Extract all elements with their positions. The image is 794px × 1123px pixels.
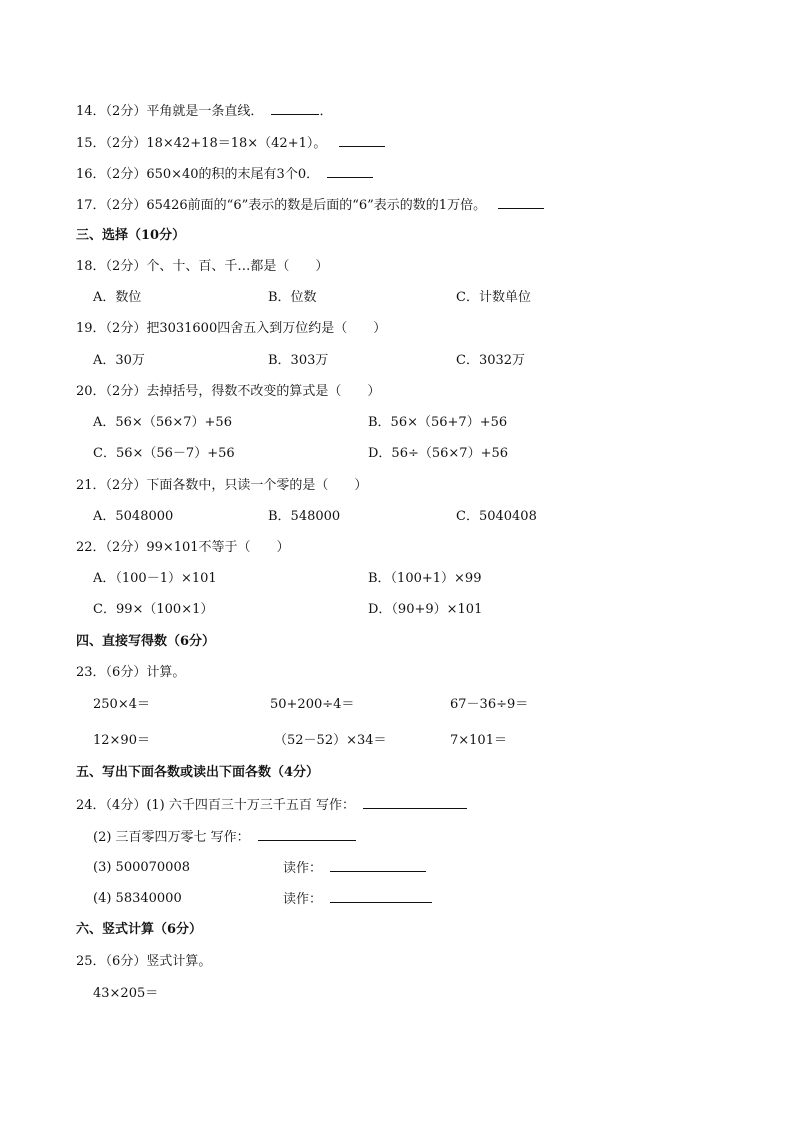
question-15-text: 15．（2分）18×42+18＝18×（42+1）。 [76,136,327,151]
option-20-b[interactable]: B．56×（56+7）+56 [368,415,508,430]
question-14 [76,102,332,121]
question-15 [76,134,385,153]
option-22-d[interactable]: D．（90+9）×101 [368,602,483,617]
question-20: 20．（2分）去掉括号，得数不改变的算式是（ ） [76,384,381,399]
answer-blank-17[interactable] [498,196,544,209]
answer-blank-24-2[interactable] [258,828,356,841]
section-heading-mental-math: 四、直接写得数（6分） [76,634,216,649]
question-24-part-1 [76,796,467,815]
option-18-a[interactable]: A．数位 [93,290,142,305]
question-18: 18．（2分）个、十、百、千…都是（ ） [76,259,329,274]
option-19-a[interactable]: A．30万 [93,353,145,368]
answer-blank-15[interactable] [339,134,385,147]
answer-blank-24-4[interactable] [330,890,432,903]
question-24-part-4: (4) 58340000 [93,891,182,906]
calc-item-3: 67－36÷9＝ [450,697,529,712]
answer-blank-24-1[interactable] [363,796,467,809]
calc-item-6: 7×101＝ [450,733,507,748]
option-20-d[interactable]: D．56÷（56×7）+56 [368,446,508,461]
section-heading-write-read: 五、写出下面各数或读出下面各数（4分） [76,765,320,780]
question-17-text: 17．（2分）65426前面的“6”表示的数是后面的“6”表示的数的1万倍。 [76,198,487,213]
question-24-part-2-text: (2) 三百零四万零七 写作： [93,830,250,845]
option-19-b[interactable]: B．303万 [268,353,329,368]
option-20-c[interactable]: C．56×（56－7）+56 [93,446,235,461]
answer-blank-14[interactable] [271,102,319,115]
question-24-part-4-answer [283,890,432,909]
question-21: 21．（2分）下面各数中，只读一个零的是（ ） [76,478,368,493]
option-21-b[interactable]: B．548000 [268,509,341,524]
vertical-calc-expression: 43×205＝ [93,986,159,1001]
read-label-3: 读作： [283,861,323,876]
question-24-part-3: (3) 500070008 [93,860,190,875]
option-21-c[interactable]: C．5040408 [456,509,537,524]
question-25: 25．（6分）竖式计算。 [76,954,212,969]
calc-item-1: 250×4＝ [93,697,150,712]
option-22-c[interactable]: C．99×（100×1） [93,602,214,617]
answer-blank-16[interactable] [327,165,373,178]
option-19-c[interactable]: C．3032万 [456,353,526,368]
question-22: 22．（2分）99×101不等于（ ） [76,540,290,555]
question-24-part-3-answer [283,859,426,878]
calc-item-4: 12×90＝ [93,733,150,748]
answer-blank-24-3[interactable] [330,859,426,872]
question-16 [76,165,373,184]
question-14-end: ． [319,104,333,119]
option-22-b[interactable]: B．（100+1）×99 [368,571,482,586]
option-21-a[interactable]: A．5048000 [93,509,174,524]
question-19: 19．（2分）把3031600四舍五入到万位约是（ ） [76,321,387,336]
calc-item-5: （52－52）×34＝ [274,733,387,748]
option-18-c[interactable]: C．计数单位 [456,290,531,305]
section-heading-vertical-calc: 六、竖式计算（6分） [76,922,203,937]
read-label-4: 读作： [283,892,323,907]
option-18-b[interactable]: B．位数 [268,290,317,305]
calc-item-2: 50+200÷4＝ [270,697,355,712]
question-16-text: 16．（2分）650×40的积的末尾有3个0． [76,167,320,182]
question-24-part-2 [93,828,356,847]
question-17 [76,196,544,215]
question-24-text: 24．（4分）(1) 六千四百三十万三千五百 写作： [76,798,355,813]
question-23: 23．（6分）计算。 [76,665,186,680]
option-20-a[interactable]: A．56×（56×7）+56 [93,415,232,430]
option-22-a[interactable]: A．（100－1）×101 [93,571,217,586]
section-heading-choice: 三、选择（10分） [76,228,186,243]
question-14-text: 14．（2分）平角就是一条直线． [76,104,264,119]
